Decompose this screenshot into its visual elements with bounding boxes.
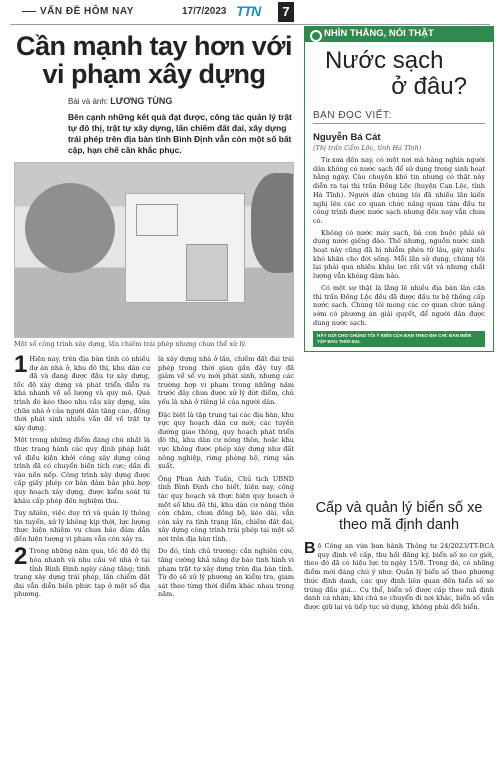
photo-tree bbox=[251, 173, 294, 273]
drop-cap: 2 bbox=[14, 543, 28, 571]
paragraph: 1 Hiện nay, trên địa bàn tỉnh có nhiều dự án nhà ở, khu đô thị, khu dân cư đã và đang được đầu tư xây dựng, tốc độ xây dựng và phát triển diễn ra khá nhanh về số lượng và quy mô. Quá trình đó kéo theo nhu cầu xây dựng, sửa chữa nhà ở của người dân tăng cao, đồng thời phát sinh nhiều vấn đề về trật tự xây dựng. bbox=[14, 351, 150, 432]
article-photo bbox=[14, 162, 294, 338]
paragraph: Do đó, tỉnh chủ trương: cần nghiên cứu, tăng cường khả năng dự báo tình hình vi phạm trật tự xây dựng trên địa bàn tỉnh. Từ đó sẽ xử lý phương án kiểm tra, giám sát theo từng thời điểm khác nhau trong năm. bbox=[158, 547, 294, 599]
opinion-footer: HÃY GỬI CHO CHÚNG TÔI Ý KIẾN CỦA BẠN THEO ĐỊA CHỈ: BAN BIÊN TẬP BÁO THỜI ĐẠI. bbox=[313, 331, 485, 347]
photo-caption: Một số công trình xây dựng, lấn chiếm trái phép nhưng chưa thể xử lý. bbox=[14, 340, 247, 348]
paragraph: Từ xưa đến nay, có một nơi mà hàng nghìn người dân không có nước sạch để sử dụng trong sinh hoạt hằng ngày. Câu chuyện khó tin nhưng có thật này diễn ra tại thị trấn Đồng Lộc (huyện Can Lộc, tỉnh Hà Tĩnh). Người dân chúng tôi đã nhiều lần kiến nghị lên các cơ quan chức năng quan tâm đầu tư công trình được nước sạch nhưng đến nay vẫn chưa có. bbox=[313, 156, 485, 225]
article-column-2 bbox=[158, 355, 294, 603]
opinion-title: Nước sạch ở đâu? bbox=[325, 47, 467, 100]
newspaper-logo: TTN bbox=[236, 3, 261, 19]
article-column-1 bbox=[14, 351, 150, 603]
news-brief bbox=[304, 500, 494, 612]
news-body: Bộ Công an vừa ban hành Thông tư 24/2023/TT-BCA quy định về cấp, thu hồi đăng ký, biển số xe cơ giới, theo đó đã có hiệu lực từ ngày 15/8. Trong đó, có những điểm mới đáng chú ý như: Quản lý biển số theo phương thức định danh, các quy định liên quan đến biển số xe trúng đấu giá... Cụ thể, biển số được cấp theo mã định danh cá nhân; khi chủ xe chuyển đi nơi khác, biển số vẫn được giữ lại và tiếp tục sử dụng, không phải đổi biển. bbox=[304, 540, 494, 611]
byline-author: LƯƠNG TÙNG bbox=[110, 96, 173, 106]
main-article bbox=[14, 32, 294, 603]
paragraph: 2 Trong những năm qua, tốc độ đô thị hóa nhanh và nhu cầu về nhà ở tại tỉnh Bình Định ngày càng tăng; tình trạng xây dựng trái phép, lấn chiếm đất đai vẫn diễn biến phức tạp ở một số địa phương. bbox=[14, 543, 150, 599]
opinion-box-heading: NHÌN THẲNG, NÓI THẬT bbox=[304, 26, 494, 42]
paragraph: Không có nước máy sạch, bà con buộc phải sử dụng nước giếng đào. Thế nhưng, nguồn nước sinh hoạt này cũng đã bị nhiễm phèn tử lâu, gây nhiều khó khăn cho đời sống. Mỗi lần sử dụng, chúng tôi lại phải qua nhiều khâu lọc rất vất vả nhưng chất lượng vẫn không đảm bảo. bbox=[313, 228, 485, 281]
paragraph: Một trong những điểm đáng chú nhất là thực trạng hành các quy định pháp luật về điều kiện khởi công xây dựng công trình đã có chuyển biến tích cực; dần đi vào nền nếp. Công trình xây dựng được cấp giấy phép cơ bản đảm bảo phù hợp quy hoạch xây dựng, được kiểm soát từ khâu cấp phép đến nghiệm thu. bbox=[14, 436, 150, 505]
opinion-body bbox=[313, 156, 485, 327]
issue-date: 17/7/2023 bbox=[182, 6, 227, 17]
news-title: Cấp và quản lý biển số xe theo mã định danh bbox=[315, 500, 483, 533]
page-header bbox=[0, 0, 500, 26]
photo-tree bbox=[25, 183, 115, 273]
paragraph: Có một sự thật là lãng lẽ nhiều địa bàn lân cận thì trấn Đồng Lộc đều đã được đầu tư hệ thống cấp nước sạch. Chúng tôi mong các cơ quan chức năng sớm có phương án giải quyết, để người dân được dùng nước sạch. bbox=[313, 283, 485, 327]
paragraph: là xây dựng nhà ở lấn, chiếm đất đai trái phép trong thời gian gần đây tuy đã giảm về số vụ mới phát sinh, nhưng các trường hợp vi phạm trong những năm trước đây chưa được xử lý dứt điểm, chủ yếu là nhà ở riêng lẻ của người dân. bbox=[158, 355, 294, 406]
paragraph: Tuy nhiên, việc duy trì và quản lý thông tin tuyến, xử lý không kịp thời, lực lượng thực hiện nhiệm vụ chưa bảo đảm dẫn đến hiện tượng vi phạm vẫn còn xảy ra. bbox=[14, 509, 150, 543]
article-headline: Cần mạnh tay hơn với vi phạm xây dựng bbox=[16, 31, 292, 89]
opinion-sidebar bbox=[304, 26, 494, 352]
paragraph: Đặc biệt là tập trung tại các địa bàn, khu vực quy hoạch dân cư mới; các tuyến đường giao thông, quy hoạch phát triển đô thị, khu dân cư nông thôn, hoặc khu vực không được phép xây dựng như đất nông nghiệp, rừng phòng hộ, rừng sản xuất. bbox=[158, 410, 294, 471]
article-body bbox=[14, 351, 294, 603]
section-divider bbox=[313, 123, 485, 124]
opinion-author: Nguyễn Bá Cát bbox=[313, 132, 381, 143]
photo-building bbox=[125, 193, 245, 303]
drop-cap: 1 bbox=[14, 351, 28, 378]
opinion-box bbox=[304, 42, 494, 352]
article-byline bbox=[68, 96, 294, 106]
section-title: VẤN ĐỀ HÔM NAY bbox=[22, 6, 134, 17]
article-sapo: Bên cạnh những kết quả đạt được, công tác quản lý trật tự đô thị, trật tự xây dựng, lấn chiếm đất đai, xây dựng trái phép trên địa bàn tỉnh Bình Định vẫn còn một số bất cập, hạn chế cần khắc phục. bbox=[68, 112, 292, 155]
paragraph: Ông Phan Anh Tuấn, Chủ tịch UBND tỉnh Bình Định cho biết, hiện nay, công tác quy hoạch và thực hiện quy hoạch ở một số khu đô thị, khu dân cư nông thôn còn chậm, chưa đồng bộ, kéo dài, vẫn còn xảy ra tình trạng lấn, chiếm đất đai, xây dựng công trình trái phép tại một số nơi trên địa bàn tỉnh. bbox=[158, 474, 294, 543]
reader-section-label: BẠN ĐỌC VIẾT: bbox=[313, 110, 392, 121]
drop-cap: B bbox=[304, 540, 316, 557]
page-number: 7 bbox=[278, 2, 294, 22]
author-location: (Thị trấn Cẩm Lộc, tỉnh Hà Tĩnh) bbox=[313, 144, 422, 152]
byline-prefix: Bài và ảnh: bbox=[68, 97, 109, 106]
header-divider bbox=[10, 24, 490, 25]
